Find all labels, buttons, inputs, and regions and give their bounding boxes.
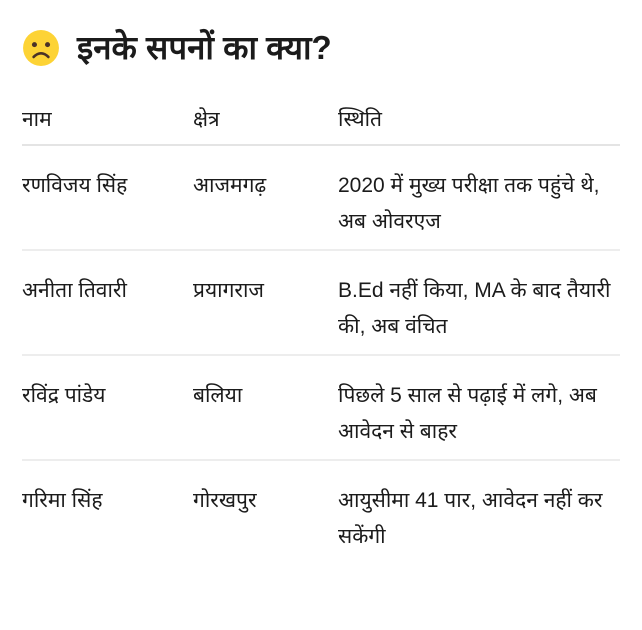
cell-status: B.Ed नहीं किया, MA के बाद तैयारी की, अब वंचित (338, 279, 611, 338)
cell-name: रणविजय सिंह (22, 174, 128, 197)
cell-status: आयुसीमा 41 पार, आवेदन नहीं कर सकेंगी (338, 489, 603, 548)
cell-region: गोरखपुर (193, 489, 257, 512)
table-row (22, 146, 620, 251)
column-header-status: स्थिति (338, 108, 383, 131)
table-row (22, 461, 620, 564)
page-title: इनके सपनों का क्या? (77, 29, 332, 66)
slightly-frowning-face-icon (22, 29, 60, 67)
cell-status: 2020 में मुख्य परीक्षा तक पहुंचे थे, अब ओवरएज (338, 174, 600, 233)
cell-status: पिछले 5 साल से पढ़ाई में लगे, अब आवेदन से बाहर (338, 384, 597, 443)
column-header-region: क्षेत्र (193, 108, 220, 131)
table-header-row (22, 102, 620, 146)
table-row (22, 356, 620, 461)
table-row (22, 251, 620, 356)
cell-region: प्रयागराज (193, 279, 265, 302)
column-header-name: नाम (22, 108, 52, 131)
title-row (22, 26, 620, 70)
cell-name: गरिमा सिंह (22, 489, 103, 512)
dreams-table (22, 102, 620, 564)
cell-region: बलिया (193, 384, 243, 407)
cell-name: अनीता तिवारी (22, 279, 127, 302)
cell-region: आजमगढ़ (193, 174, 267, 197)
cell-name: रविंद्र पांडेय (22, 384, 106, 407)
